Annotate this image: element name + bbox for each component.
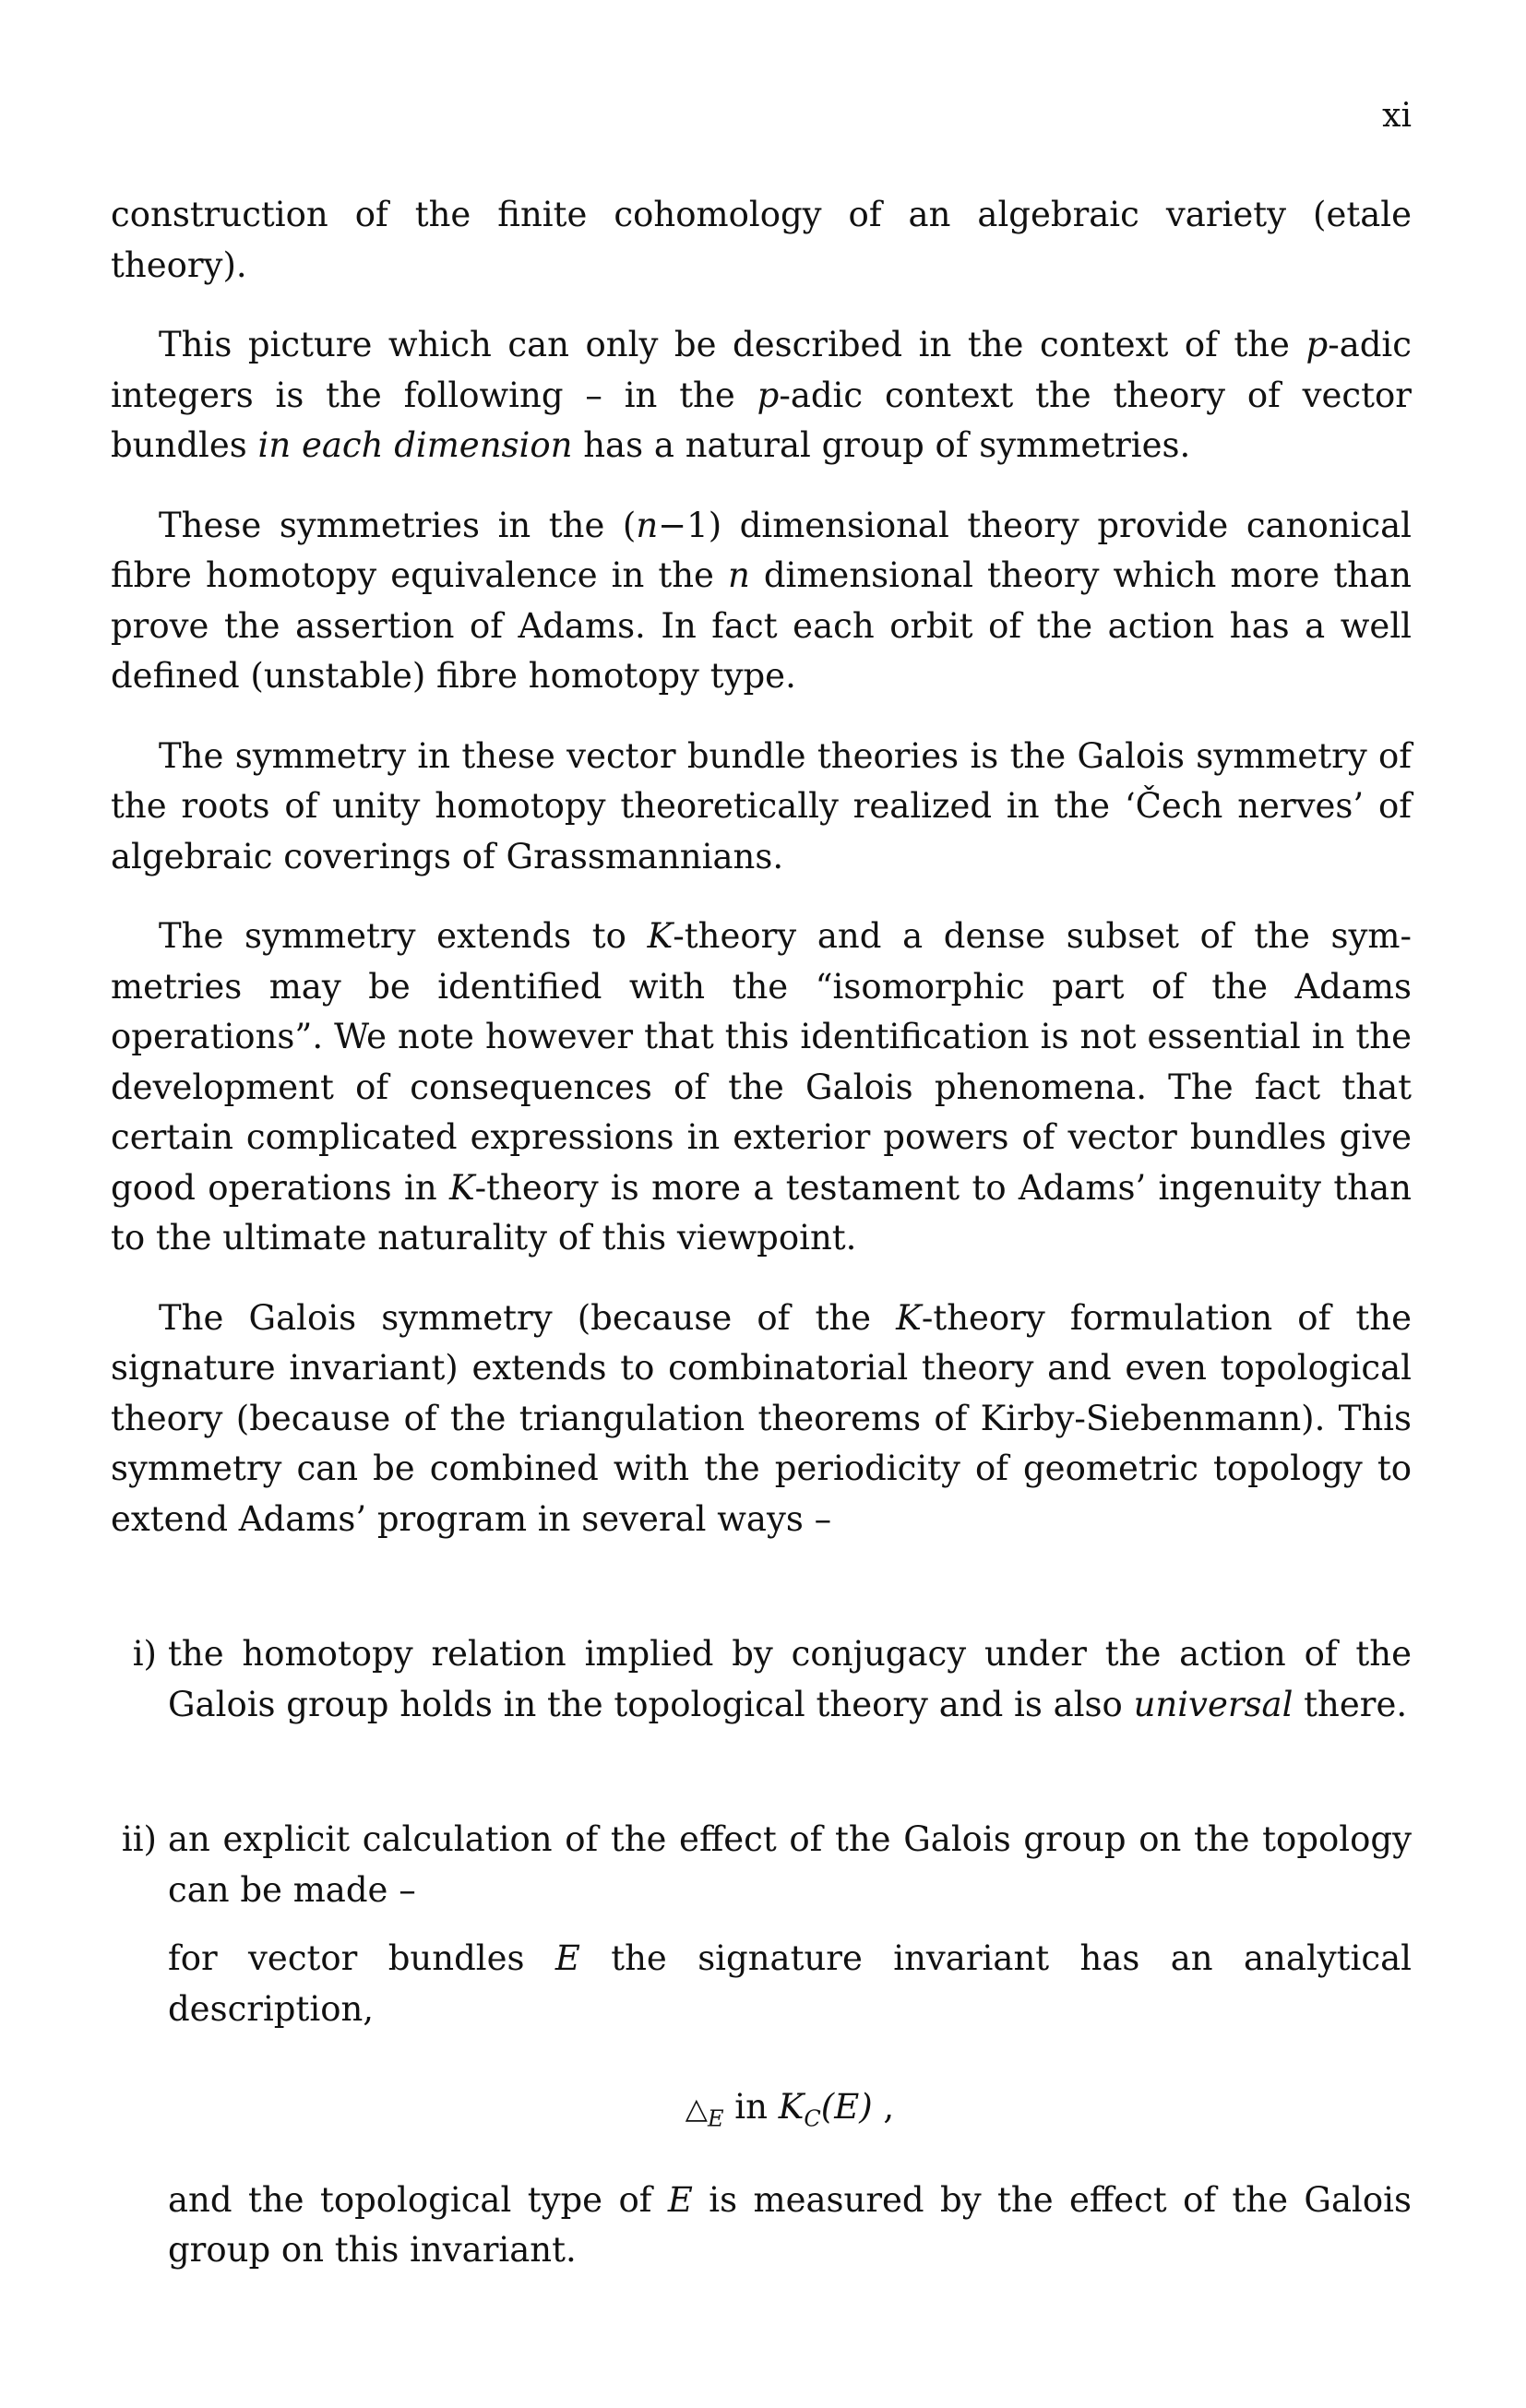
display-formula: $\triangle_E$ in $K_C(E)$ , [685, 2087, 895, 2132]
list-item-label: ii) [121, 1819, 157, 1859]
paragraph: The symmetry in these vector bundle theories is the Galois symmetry of the roots of unity homotopy theoretically realized in the ‘Čech nerves’ of algebraic coverings of Grassmannians. [111, 735, 1412, 876]
page-number: xi [1382, 97, 1412, 135]
paragraph: construction of the finite cohomology of an algebraic variety (etale theory). [111, 195, 1412, 285]
body-text [111, 190, 1412, 2276]
paragraph: The symmetry extends to K-theory and a dense subset of the symmetries may be identified with the “isomorphic part of the Adams operations”. We note however that this identification is not essential in the development of consequences of the Galois phenomena. The fact that certain complicated expressions in exterior powers of vector bundles give good operations in K-theory is more a testament to Adams’ ingenuity than to the ultimate naturality of this viewpoint. [111, 916, 1412, 1258]
list-item-continuation [111, 2176, 1412, 2276]
list-item-label: i) [132, 1634, 157, 1674]
paragraph: These symmetries in the (n−1) dimensional theory provide canonical fibre homotopy equivalence in the n dimensional theory which more than prove the assertion of Adams. In fact each orbit of the action has a well defined (unstable) fibre homotopy type. [111, 505, 1412, 696]
list-item-subtext: for vector bundles E the signature invariant has an analytical description, [168, 1938, 1412, 2029]
list-item [111, 1815, 1412, 2034]
list-item-subtext: and the topological type of E is measured by the effect of the Galois group on this invariant. [168, 2179, 1412, 2270]
paragraph: This picture which can only be described in the context of the p-adic integers is the following – in the p-adic context the theory of vector bundles in each dimension has a natural group of symmetries. [111, 325, 1412, 465]
list-item [111, 1629, 1412, 1730]
list-item-text: the homotopy relation implied by conjugacy under the action of the Galois group holds in the topological theory and is also universal there. [168, 1634, 1412, 1724]
paragraph: The Galois symmetry (because of the K-theory formulation of the signature invariant) extends to combinatorial theory and even topological theory (because of the triangulation theorems of Kirby-Siebenmann). This symmetry can be combined with the periodicity of geometric topology to extend Adams’ program in several ways – [111, 1297, 1412, 1539]
triangle-symbol: △ [685, 2092, 708, 2126]
list-item-text: an explicit calculation of the effect of the Galois group on the topology can be made – [168, 1819, 1412, 1910]
